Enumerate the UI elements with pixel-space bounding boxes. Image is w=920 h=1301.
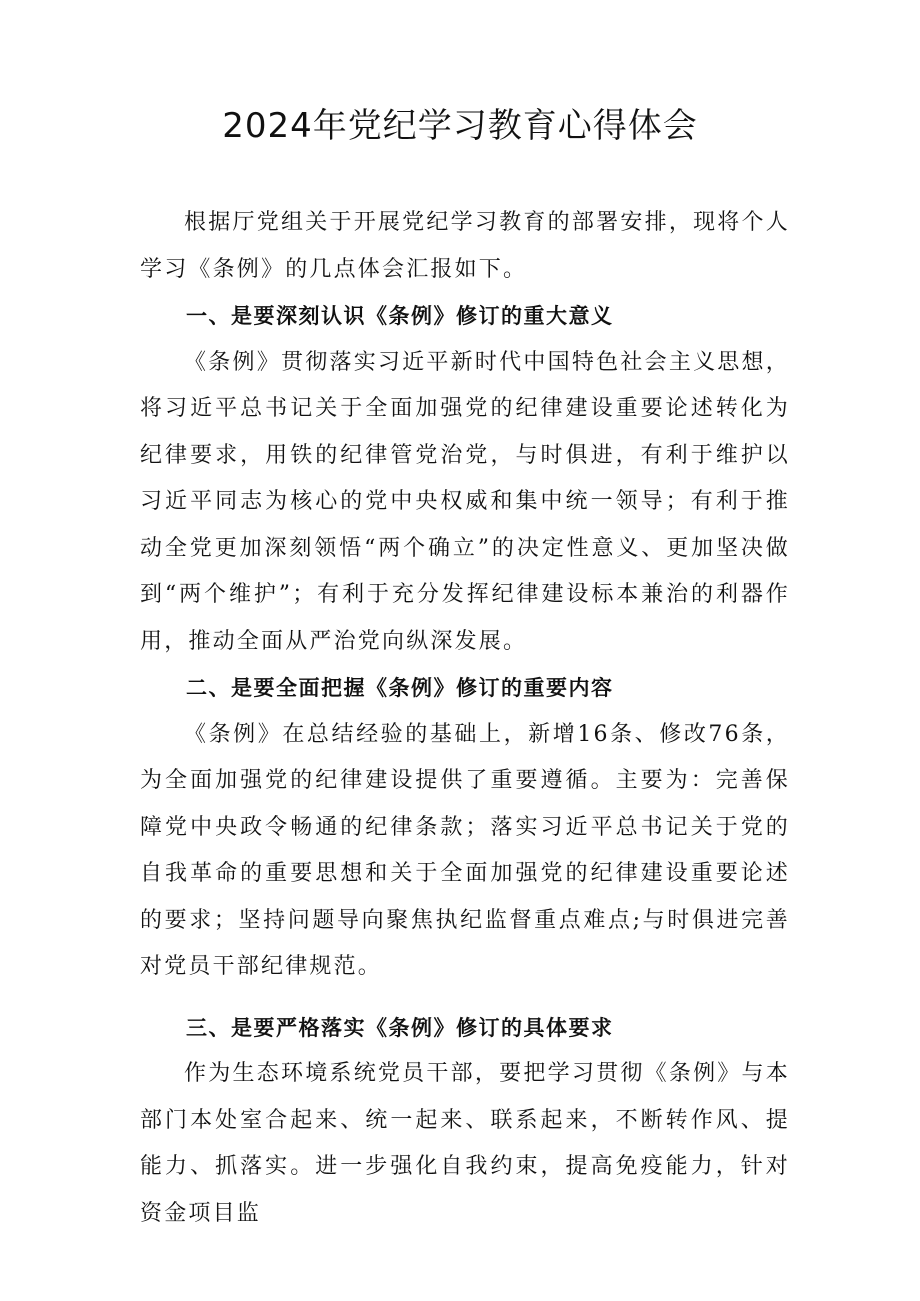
document-body [140, 200, 790, 1237]
section-3-heading: 三、是要严格落实《条例》修订的具体要求 [186, 1015, 614, 1040]
intro-paragraph: 根据厅党组关于开展党纪学习教育的部署安排，现将个人学习《条例》的几点体会汇报如下。 [140, 210, 790, 282]
document-title: 2024年党纪学习教育心得体会 [222, 106, 698, 146]
section-2-paragraph: 《条例》在总结经验的基础上，新增16条、修改76条，为全面加强党的纪律建设提供了重要遵循。主要为：完善保障党中央政令畅通的纪律条款；落实习近平总书记关于党的自我革命的重要思想和关于全面加强党的纪律建设重要论述的要求；坚持问题导向聚焦执纪监督重点难点;与时俱进完善对党员干部纪律规范。 [140, 721, 790, 979]
section-2-heading: 二、是要全面把握《条例》修订的重要内容 [186, 676, 614, 700]
section-spacer [140, 991, 790, 1005]
section-1-heading: 一、是要深刻认识《条例》修订的重大意义 [186, 304, 614, 328]
section-3-paragraph: 作为生态环境系统党员干部，要把学习贯彻《条例》与本部门本处室合起来、统一起来、联系起来，不断转作风、提能力、抓落实。进一步强化自我约束，提高免疫能力，针对资金项目监 [140, 1061, 790, 1226]
section-1-paragraph: 《条例》贯彻落实习近平新时代中国特色社会主义思想，将习近平总书记关于全面加强党的纪律建设重要论述转化为纪律要求，用铁的纪律管党治党，与时俱进，有利于维护以习近平同志为核心的党中央权威和集中统一领导；有利于推动全党更加深刻领悟“两个确立”的决定性意义、更加坚决做到“两个维护”；有利于充分发挥纪律建设标本兼治的利器作用，推动全面从严治党向纵深发展。 [140, 349, 790, 654]
